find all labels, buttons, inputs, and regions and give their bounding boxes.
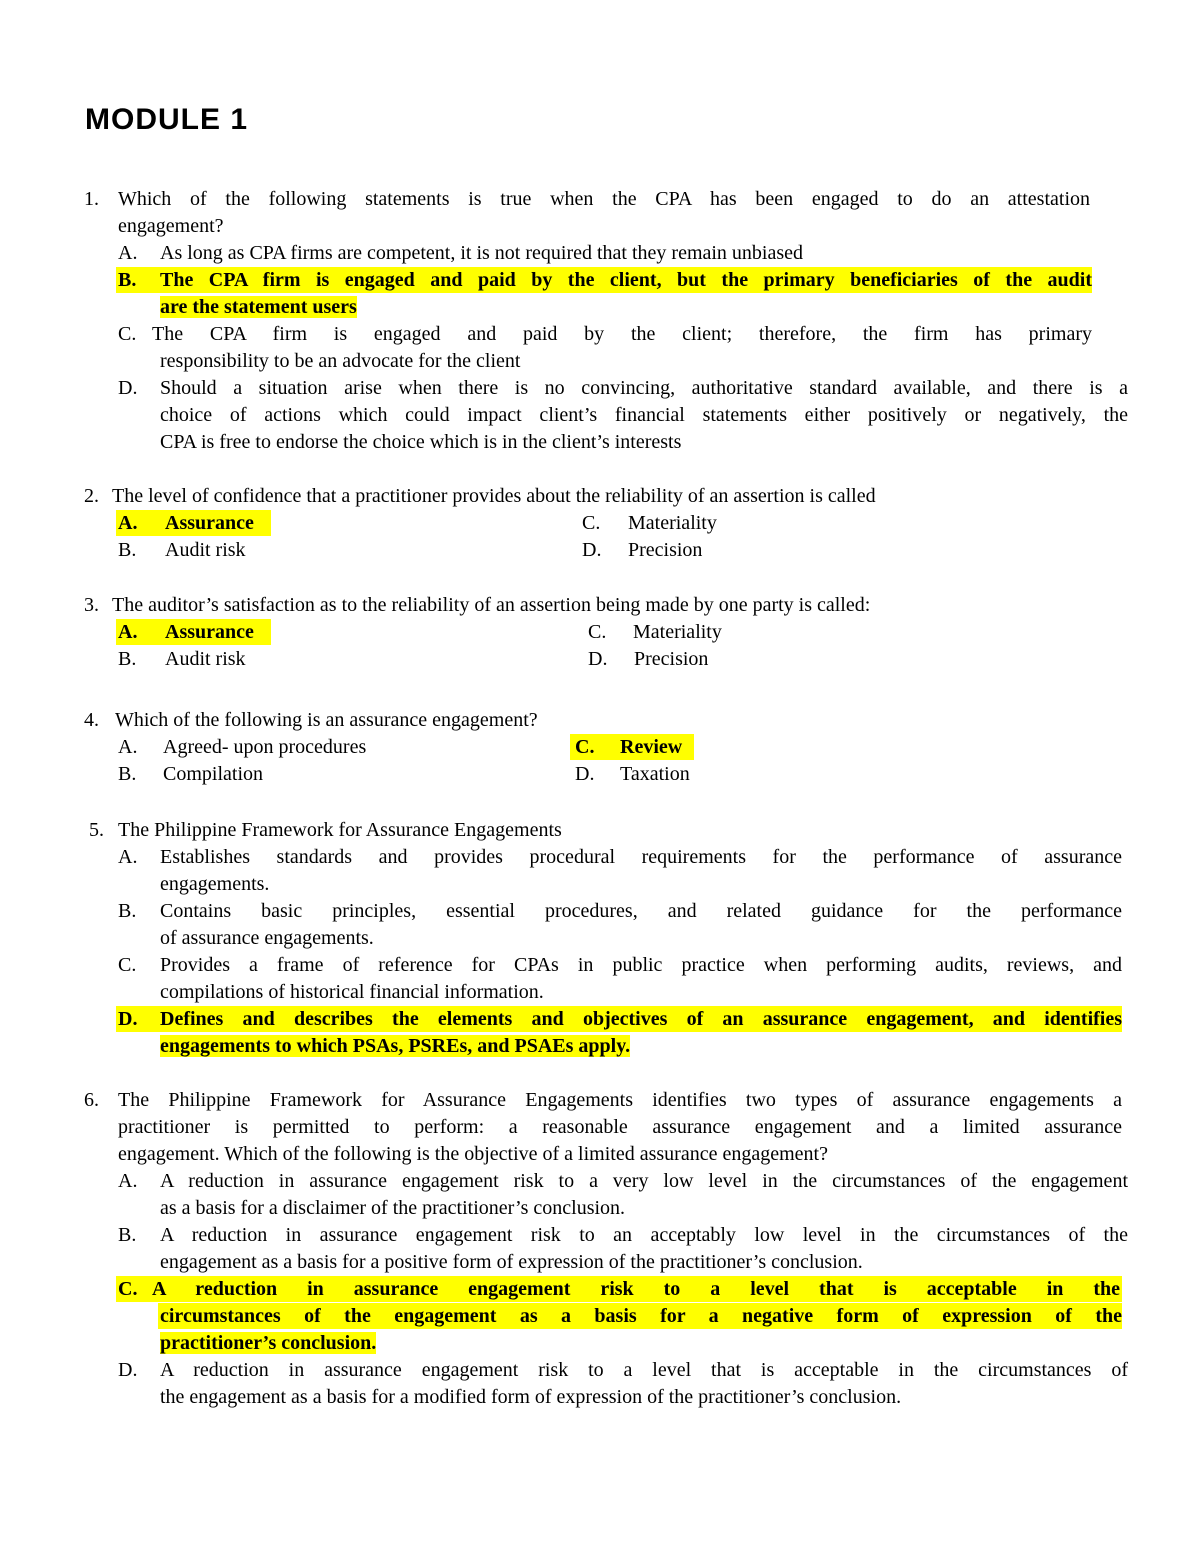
answer-option-text: Assurance <box>165 621 254 643</box>
answer-option-text: The CPA firm is engaged and paid by the client, but the primary beneficiaries of the audit <box>160 269 1092 291</box>
option-letter: A. <box>118 1170 138 1192</box>
option-letter: C. <box>118 954 137 976</box>
answer-option-text: Review <box>620 736 683 758</box>
question-number: 2. <box>84 485 99 507</box>
question-stem: The Philippine Framework for Assurance Engagements <box>118 819 562 841</box>
option-text: Contains basic principles, essential procedures, and related guidance for the performance <box>160 900 1122 922</box>
question-number: 3. <box>84 594 99 616</box>
option-text: Precision <box>634 648 709 670</box>
question-stem: Which of the following statements is true when the CPA has been engaged to do an attestation <box>118 188 1090 210</box>
answer-option-letter: C. <box>118 1278 138 1300</box>
question-4 <box>0 707 1200 788</box>
option-text: Agreed- upon procedures <box>163 736 367 758</box>
option-text: As long as CPA firms are competent, it is not required that they remain unbiased <box>160 242 804 264</box>
answer-option-text: A reduction in assurance engagement risk to a level that is acceptable in the <box>152 1278 1120 1300</box>
option-letter: A. <box>118 736 138 758</box>
question-6 <box>0 1087 1200 1411</box>
option-text: Compilation <box>163 763 263 785</box>
option-letter: D. <box>118 377 138 399</box>
option-letter: B. <box>118 539 137 561</box>
question-stem: Which of the following is an assurance engagement? <box>115 709 538 731</box>
option-letter: B. <box>118 648 137 670</box>
option-letter: D. <box>118 1359 138 1381</box>
option-text: Materiality <box>628 512 717 534</box>
option-text: CPA is free to endorse the choice which is in the client’s interests <box>160 431 682 453</box>
option-text: A reduction in assurance engagement risk to a level that is acceptable in the circumstances of <box>160 1359 1128 1381</box>
option-text: A reduction in assurance engagement risk to an acceptably low level in the circumstances of the <box>160 1224 1128 1246</box>
option-text: Provides a frame of reference for CPAs in public practice when performing audits, reviews, and <box>160 954 1122 976</box>
option-text: compilations of historical financial information. <box>160 981 544 1003</box>
question-number: 4. <box>84 709 99 731</box>
option-text: engagements. <box>160 873 270 895</box>
question-stem: practitioner is permitted to perform: a reasonable assurance engagement and a limited assurance <box>118 1116 1122 1138</box>
option-letter: B. <box>118 1224 137 1246</box>
option-letter: D. <box>575 763 595 785</box>
option-letter: C. <box>582 512 601 534</box>
option-text: Taxation <box>620 763 690 785</box>
answer-option-letter: A. <box>118 512 138 534</box>
option-text: Materiality <box>633 621 722 643</box>
option-text: Establishes standards and provides procedural requirements for the performance of assurance <box>160 846 1122 868</box>
answer-option-letter: B. <box>118 269 137 291</box>
page-title: MODULE 1 <box>85 103 249 136</box>
answer-option-letter: C. <box>575 736 595 758</box>
option-letter: B. <box>118 763 137 785</box>
answer-option-text: circumstances of the engagement as a basis for a negative form of expression of the <box>160 1305 1122 1327</box>
option-text: The CPA firm is engaged and paid by the client; therefore, the firm has primary <box>152 323 1092 345</box>
option-text: engagement as a basis for a positive form of expression of the practitioner’s conclusion. <box>160 1251 863 1273</box>
question-stem: engagement. Which of the following is the objective of a limited assurance engagement? <box>118 1143 828 1165</box>
question-stem: engagement? <box>118 215 224 237</box>
answer-option-letter: A. <box>118 621 138 643</box>
question-stem: The level of confidence that a practitioner provides about the reliability of an assertion is called <box>112 485 876 507</box>
answer-option-letter: D. <box>118 1008 138 1030</box>
question-3 <box>0 592 1200 673</box>
question-number: 6. <box>84 1089 99 1111</box>
option-text: A reduction in assurance engagement risk to a very low level in the circumstances of the engagement <box>160 1170 1128 1192</box>
option-text: of assurance engagements. <box>160 927 374 949</box>
question-stem: The Philippine Framework for Assurance Engagements identifies two types of assurance engagements a <box>118 1089 1122 1111</box>
option-text: responsibility to be an advocate for the client <box>160 350 521 372</box>
option-letter: C. <box>588 621 607 643</box>
question-number: 1. <box>84 188 99 210</box>
option-text: Audit risk <box>165 539 246 561</box>
answer-option-text: Assurance <box>165 512 254 534</box>
answer-option-text: are the statement users <box>160 296 357 318</box>
question-stem: The auditor’s satisfaction as to the reliability of an assertion being made by one party is called: <box>112 594 871 616</box>
question-2 <box>0 483 1200 564</box>
option-text: Precision <box>628 539 703 561</box>
option-letter: D. <box>582 539 602 561</box>
option-text: as a basis for a disclaimer of the practitioner’s conclusion. <box>160 1197 626 1219</box>
answer-option-text: engagements to which PSAs, PSREs, and PSAEs apply. <box>160 1035 631 1057</box>
option-letter: C. <box>118 323 137 345</box>
option-letter: D. <box>588 648 608 670</box>
question-number: 5. <box>89 819 104 841</box>
option-text: choice of actions which could impact client’s financial statements either positively or negatively, the <box>160 404 1128 426</box>
answer-option-text: practitioner’s conclusion. <box>160 1332 377 1354</box>
option-text: the engagement as a basis for a modified form of expression of the practitioner’s conclusion. <box>160 1386 902 1408</box>
option-text: Audit risk <box>165 648 246 670</box>
question-1 <box>0 186 1200 456</box>
answer-option-text: Defines and describes the elements and objectives of an assurance engagement, and identifies <box>160 1008 1122 1030</box>
question-5 <box>0 817 1200 1060</box>
option-text: Should a situation arise when there is no convincing, authoritative standard available, and there is a <box>160 377 1128 399</box>
option-letter: B. <box>118 900 137 922</box>
option-letter: A. <box>118 242 138 264</box>
option-letter: A. <box>118 846 138 868</box>
